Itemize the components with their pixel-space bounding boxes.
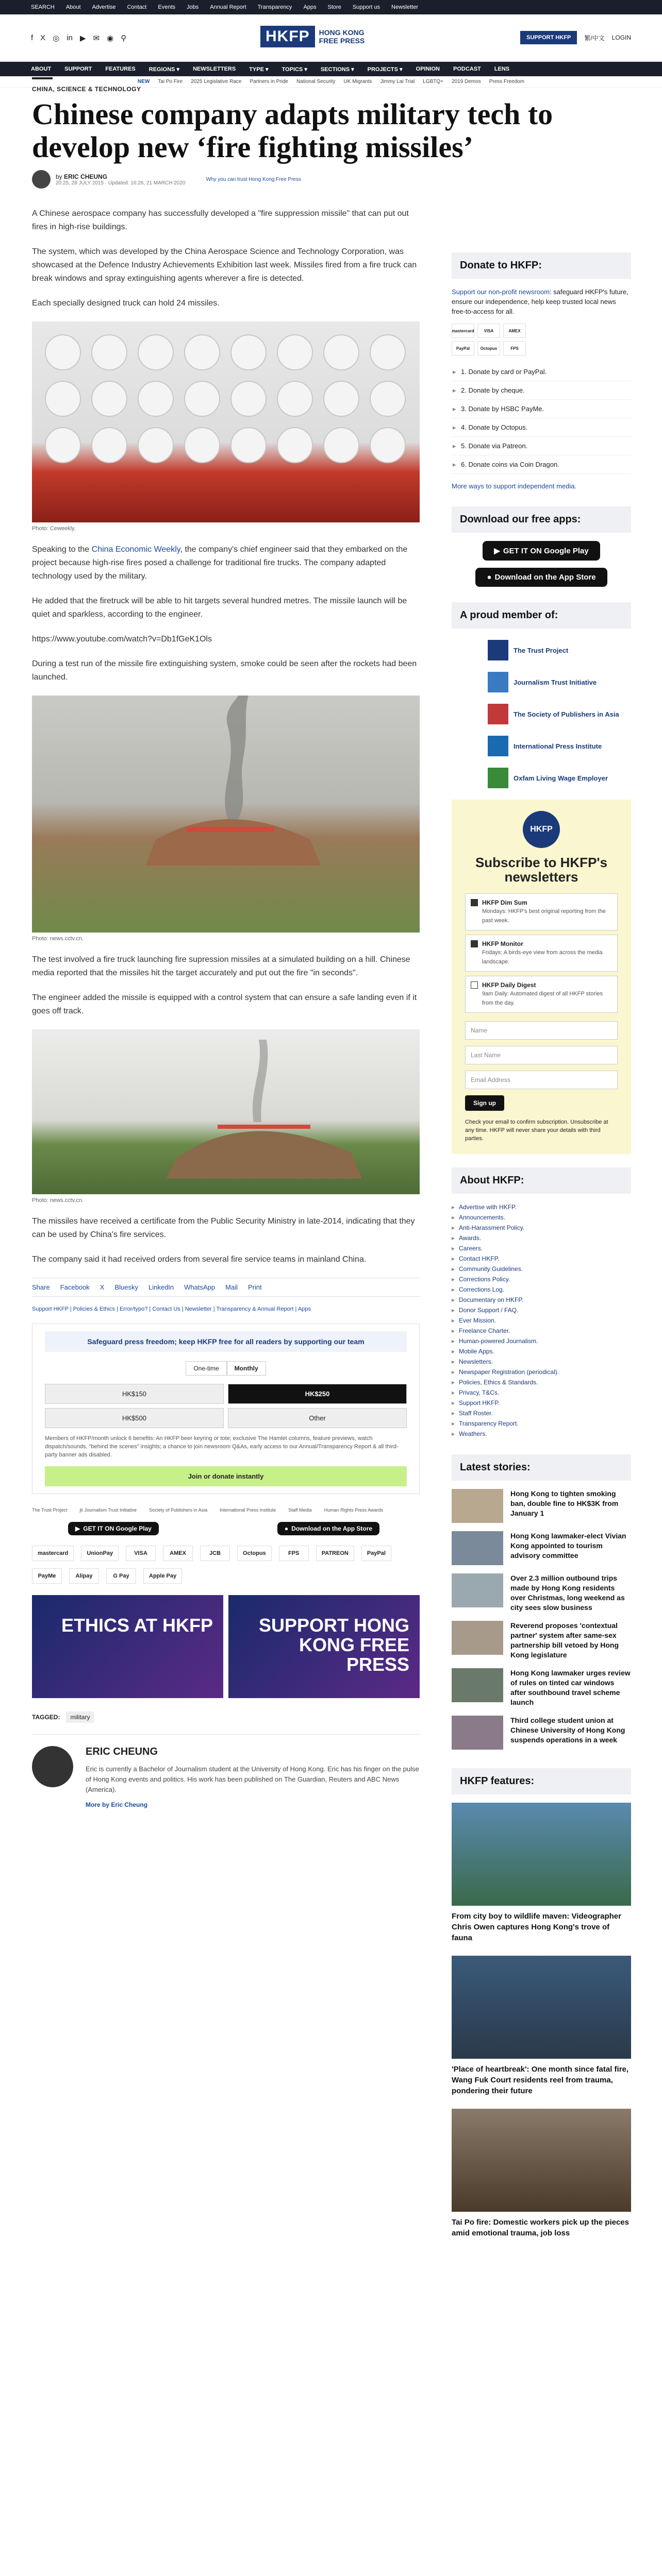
- policy-links[interactable]: Support HKFP | Policies & Ethics | Error/typo? | Contact Us | Newsletter | Transparency & Annual Report | Apps: [32, 1306, 311, 1312]
- newsletter-desc: Fridays: A birds-eye view from across the media landscape.: [482, 950, 603, 965]
- card-logo: PayPal: [452, 341, 474, 355]
- latest-story[interactable]: [452, 1489, 631, 1523]
- donation-widget: [32, 1324, 420, 1494]
- about-link[interactable]: ▸ Corrections Log.: [452, 1284, 631, 1295]
- member-logo-name: The Trust Project: [514, 646, 569, 654]
- payment-logo: AMEX: [163, 1546, 193, 1561]
- search-icon[interactable]: ⚲: [121, 33, 127, 43]
- top-about-link[interactable]: About: [65, 4, 81, 10]
- nav-lens[interactable]: LENS: [494, 66, 510, 72]
- share-print[interactable]: Print: [247, 1283, 262, 1291]
- partner-logo[interactable]: Society of Publishers in Asia: [149, 1507, 208, 1513]
- first-name-field[interactable]: Name: [465, 1021, 618, 1040]
- story-thumbnail[interactable]: [452, 1621, 503, 1655]
- test-site-illustration: [32, 696, 420, 933]
- payment-logo: UnionPay: [81, 1546, 119, 1561]
- partner-logos: [32, 1507, 420, 1513]
- about-link[interactable]: ▸ Weathers.: [452, 1429, 631, 1439]
- trending-item[interactable]: 2025 Legislative Race: [191, 79, 242, 84]
- card-logos: [452, 324, 631, 355]
- byline-author: [56, 173, 185, 180]
- tags: [32, 1714, 420, 1721]
- app-store-label: Download on the App Store: [291, 1525, 373, 1532]
- paragraph: During a test run of the missile fire extinguishing system, smoke could be seen after the rockets had been launched.: [32, 659, 417, 682]
- share-whatsapp[interactable]: WhatsApp: [184, 1283, 216, 1291]
- feature-image[interactable]: [452, 1956, 631, 2059]
- paragraph: A Chinese aerospace company has successfully developed a "fire suppression missile" that can put out fires in high-rise buildings.: [32, 209, 409, 231]
- app-badges: [68, 1522, 420, 1535]
- latest-story[interactable]: [452, 1573, 631, 1613]
- paragraph: [32, 543, 420, 583]
- about-link[interactable]: ▸ Careers.: [452, 1243, 631, 1253]
- donate-intro: [452, 287, 631, 316]
- newsletter-desc: Mondays: HKFP's best original reporting from the past week.: [482, 908, 606, 924]
- newsletter-name: HKFP Daily Digest: [482, 981, 536, 989]
- trending-item[interactable]: Press Freedom: [489, 79, 525, 84]
- app-store-label: Download on the App Store: [494, 573, 596, 582]
- about-link[interactable]: ▸ Announcements.: [452, 1212, 631, 1223]
- story-thumbnail[interactable]: [452, 1531, 503, 1565]
- tab-monthly[interactable]: Monthly: [227, 1361, 266, 1376]
- about-link[interactable]: ▸ Transparency Report.: [452, 1418, 631, 1429]
- latest-story[interactable]: [452, 1716, 631, 1750]
- trending-item[interactable]: Jimmy Lai Trial: [380, 79, 415, 84]
- article-header: [32, 77, 630, 175]
- instagram-icon[interactable]: ◎: [53, 33, 60, 43]
- donate-intro-link[interactable]: Support our non-profit newsroom: [452, 288, 550, 296]
- byline: [32, 170, 420, 189]
- play-icon: ▶: [494, 547, 500, 555]
- card-logo: AMEX: [503, 324, 526, 338]
- byline-author-name[interactable]: ERIC CHEUNG: [64, 173, 108, 180]
- newsletter-option-daily-digest[interactable]: [465, 976, 618, 1013]
- paragraph: The missiles have received a certificate from the Public Security Ministry in late-2014, indicating that they can be used by China's fire services.: [32, 1217, 415, 1239]
- frequency-tabs: [45, 1361, 407, 1376]
- donation-option[interactable]: ▸ 2. Donate by cheque.: [452, 381, 631, 400]
- top-events-link[interactable]: Events: [158, 4, 176, 10]
- feature-story[interactable]: [452, 1803, 631, 1943]
- donation-options: [452, 363, 631, 474]
- share-facebook[interactable]: Facebook: [60, 1283, 90, 1291]
- logo-line-1: HONG KONG: [319, 28, 365, 37]
- share-label: Share: [32, 1283, 50, 1291]
- payment-logo: JCB: [200, 1546, 230, 1561]
- facebook-icon[interactable]: f: [31, 33, 34, 42]
- about-link[interactable]: ▸ Documentary on HKFP.: [452, 1295, 631, 1305]
- author-avatar[interactable]: [32, 170, 51, 189]
- partner-logo[interactable]: International Press Institute: [220, 1507, 276, 1513]
- card-logo: Octopus: [477, 341, 500, 355]
- donation-option[interactable]: ▸ 6. Donate coins via Coin Dragon.: [452, 455, 631, 474]
- apple-icon: ●: [487, 573, 492, 582]
- about-link[interactable]: ▸ Ever Mission.: [452, 1315, 631, 1326]
- story-title[interactable]: Reverend proposes 'contextual partner' system after same-sex partnership bill vetoed by Hong Kong legislature: [510, 1621, 619, 1659]
- payment-logo: PayPal: [361, 1546, 391, 1561]
- nav-type[interactable]: TYPE ▾: [249, 66, 269, 73]
- story-thumbnail[interactable]: [452, 1573, 503, 1607]
- payment-logo: G Pay: [106, 1568, 136, 1584]
- top-advertise-link[interactable]: Advertise: [92, 4, 116, 10]
- site-logo[interactable]: [260, 26, 365, 47]
- payment-logo: mastercard: [32, 1546, 74, 1561]
- nav-support[interactable]: SUPPORT: [64, 66, 92, 72]
- top-bar: [0, 0, 662, 14]
- missile-test-photo: [32, 696, 420, 933]
- about-link[interactable]: ▸ Corrections Policy.: [452, 1274, 631, 1284]
- trending-item[interactable]: Partners in Pride: [250, 79, 288, 84]
- story-thumbnail[interactable]: [452, 1489, 503, 1523]
- about-link[interactable]: ▸ Community Guidelines.: [452, 1264, 631, 1274]
- hill-building-illustration: [32, 1029, 420, 1194]
- about-link[interactable]: ▸ Policies, Ethics & Standards.: [452, 1377, 631, 1387]
- google-play-badge[interactable]: [68, 1522, 159, 1535]
- top-jobs-link[interactable]: Jobs: [187, 4, 199, 10]
- newsletter-signup: [452, 800, 631, 1154]
- share-x[interactable]: X: [100, 1283, 105, 1291]
- support-banner[interactable]: SUPPORT HONG KONG FREE PRESS: [228, 1595, 420, 1698]
- donation-option[interactable]: ▸ 4. Donate by Octopus.: [452, 418, 631, 437]
- top-support-link[interactable]: Support us: [352, 4, 380, 10]
- missile-launcher-illustration: [32, 321, 420, 522]
- nav-podcast[interactable]: PODCAST: [453, 66, 481, 72]
- header-rule: [32, 77, 53, 79]
- sidebar: [452, 252, 631, 2251]
- newsletter-title: Subscribe to HKFP's newsletters: [475, 855, 608, 885]
- fire-truck-missile-photo: [32, 321, 420, 522]
- about-link[interactable]: ▸ Awards.: [452, 1233, 631, 1243]
- paragraph-text: , the company's chief engineer said that they embarked on the project because high-rise fires posed a challenge for traditional fire trucks. The company adapted technology used by the military.: [32, 545, 408, 581]
- payment-logo: FPS: [279, 1546, 309, 1561]
- trending-item[interactable]: UK Migrants: [343, 79, 372, 84]
- member-logo-name: Journalism Trust Initiative: [514, 678, 597, 686]
- share-bluesky[interactable]: Bluesky: [114, 1283, 138, 1291]
- nav-opinion[interactable]: OPINION: [416, 66, 440, 72]
- member-mark: [488, 640, 508, 660]
- top-transparency-link[interactable]: Transparency: [257, 4, 292, 10]
- top-annual-report-link[interactable]: Annual Report: [210, 4, 246, 10]
- member-logo[interactable]: [488, 640, 631, 660]
- member-logo[interactable]: [488, 736, 631, 756]
- paragraph: The test involved a fire truck launching fire supression missiles at a simulated building on a hill. Chinese media reported that the missiles hit the target accurately and put out the fire "in seconds".: [32, 955, 410, 977]
- play-icon: ▶: [75, 1525, 80, 1532]
- nav-newsletters[interactable]: NEWSLETTERS: [193, 66, 236, 72]
- member-mark: [488, 704, 508, 724]
- logo-mark: HKFP: [260, 26, 315, 47]
- donation-heading[interactable]: Safeguard press freedom; keep HKFP free for all readers by supporting our team: [45, 1331, 407, 1352]
- about-links: [452, 1202, 631, 1439]
- china-economic-weekly-link[interactable]: China Economic Weekly: [91, 545, 180, 554]
- threads-icon[interactable]: ◉: [107, 33, 114, 43]
- payment-logo: VISA: [126, 1546, 156, 1561]
- nav-features[interactable]: FEATURES: [105, 66, 136, 72]
- story-thumbnail[interactable]: [452, 1716, 503, 1750]
- story-title[interactable]: Hong Kong lawmaker-elect Vivian Kong appointed to tourism advisory committee: [510, 1532, 626, 1560]
- story-thumbnail[interactable]: [452, 1668, 503, 1702]
- member-mark: [488, 736, 508, 756]
- story-title[interactable]: Third college student union at Chinese University of Hong Kong suspends operations in a week: [510, 1716, 625, 1744]
- why-trust-link[interactable]: Why you can trust Hong Kong Free Press: [206, 176, 301, 182]
- about-link[interactable]: ▸ Human-powered Journalism.: [452, 1336, 631, 1346]
- app-store-badge[interactable]: [277, 1522, 379, 1535]
- top-store-link[interactable]: Store: [327, 4, 341, 10]
- amount-options: [45, 1384, 407, 1428]
- about-link[interactable]: ▸ Newspaper Registration (periodical).: [452, 1367, 631, 1377]
- paragraph: The system, which was developed by the China Aerospace Science and Technology Corporation, was showcased at the Defence Industry Achievements Exhibition last week. Missiles fired from a fire truck can break windows and spray extinguishing agents wherever a fire is detected.: [32, 247, 417, 283]
- payment-logo: Octopus: [237, 1546, 272, 1561]
- youtube-icon[interactable]: ▶: [79, 33, 86, 43]
- nav-projects[interactable]: PROJECTS ▾: [367, 66, 403, 73]
- nav-sections[interactable]: SECTIONS ▾: [320, 66, 354, 73]
- latest-story[interactable]: [452, 1531, 631, 1565]
- trending-item[interactable]: 2019 Demos: [452, 79, 481, 84]
- ethics-banner[interactable]: ETHICS AT HKFP: [32, 1595, 223, 1698]
- author-name[interactable]: ERIC CHEUNG: [86, 1746, 158, 1757]
- sidebar-app-badges: [452, 541, 631, 587]
- partner-logo[interactable]: Staff Media: [288, 1507, 312, 1513]
- feature-title[interactable]: Tai Po fire: Domestic workers pick up the pieces amid emotional trauma, job loss: [452, 2218, 629, 2238]
- tag-military[interactable]: military: [66, 1711, 94, 1723]
- payment-logo: PATREON: [316, 1546, 354, 1561]
- newsletter-option-dim-sum[interactable]: [465, 893, 618, 930]
- top-search-link[interactable]: SEARCH: [31, 4, 55, 10]
- tab-one-time[interactable]: One-time: [186, 1361, 226, 1376]
- card-logo: mastercard: [452, 324, 474, 338]
- apple-icon: ●: [284, 1525, 289, 1532]
- author-box: [32, 1734, 420, 1809]
- mail-icon[interactable]: ✉: [93, 33, 100, 43]
- payment-methods: [32, 1546, 420, 1584]
- byline-date: 20:25, 28 JULY 2015 · Updated: 16:26, 21 MARCH 2020: [56, 180, 186, 186]
- feature-image[interactable]: [452, 1803, 631, 1906]
- card-logo: VISA: [477, 324, 500, 338]
- x-icon[interactable]: X: [40, 33, 46, 42]
- photo-credit[interactable]: Photo: news.cctv.cn.: [32, 936, 84, 942]
- google-play-badge[interactable]: [483, 541, 600, 561]
- top-newsletter-link[interactable]: Newsletter: [391, 4, 418, 10]
- member-logo-name: The Society of Publishers in Asia: [514, 710, 619, 718]
- paragraph: The engineer added the missile is equipped with a control system that can ensure a safe landing even if it goes off track.: [32, 993, 417, 1015]
- youtube-url[interactable]: https://www.youtube.com/watch?v=Db1fGeK1Ols: [32, 635, 212, 643]
- article-title: Chinese company adapts military tech to develop new ‘fire fighting missiles’: [32, 97, 553, 164]
- latest-story[interactable]: [452, 1668, 631, 1707]
- donate-intro-text: : safeguard HKFP's future, ensure our independence, help keep trusted local news free-to-access for all.: [452, 288, 628, 315]
- photo-credit[interactable]: Photo: news.cctv.cn.: [32, 1197, 84, 1204]
- byline-prefix: by: [56, 173, 62, 180]
- paragraph: He added that the firetruck will be able to hit targets several hundred metres. The missile launch will be quiet and sparkless, according to the engineer.: [32, 597, 407, 619]
- feature-title[interactable]: From city boy to wildlife maven: Videographer Chris Owen captures Hong Kong's trove of fauna: [452, 1912, 621, 1942]
- feature-story[interactable]: [452, 1956, 631, 2096]
- about-link[interactable]: ▸ Donor Support / FAQ.: [452, 1305, 631, 1315]
- article-body: [32, 170, 420, 1809]
- author-bio: Eric is currently a Bachelor of Journalism student at the University of Hong Kong. Eric has his finger on the pulse of Hong Kong events and politics. His work has been published on The Guardian, Reuters and ABC News (America).: [86, 1765, 419, 1793]
- about-link[interactable]: ▸ Advertise with HKFP.: [452, 1202, 631, 1212]
- donation-option[interactable]: ▸ 1. Donate by card or PayPal.: [452, 363, 631, 381]
- nav-about[interactable]: ABOUT: [31, 66, 52, 72]
- about-link[interactable]: ▸ Contact HKFP.: [452, 1253, 631, 1264]
- amount-option[interactable]: HK$500: [45, 1408, 224, 1428]
- paragraph-text: Speaking to the: [32, 545, 92, 554]
- newsletter-name: HKFP Dim Sum: [482, 899, 527, 906]
- feature-image[interactable]: [452, 2109, 631, 2212]
- member-mark: [488, 672, 508, 692]
- partner-logo[interactable]: Human Rights Press Awards: [324, 1507, 383, 1513]
- trending-new-label: NEW: [137, 79, 150, 84]
- member-logo[interactable]: [488, 768, 631, 788]
- latest-story[interactable]: [452, 1621, 631, 1660]
- apps-widget-title: Download our free apps:: [452, 506, 631, 533]
- join-donate-button[interactable]: Join or donate instantly: [45, 1466, 407, 1486]
- checkbox-checked[interactable]: [471, 940, 478, 947]
- donation-option[interactable]: ▸ 3. Donate by HSBC PayMe.: [452, 400, 631, 418]
- tagged-label: TAGGED:: [32, 1714, 60, 1721]
- member-widget-title: A proud member of:: [452, 602, 631, 629]
- story-title[interactable]: Hong Kong to tighten smoking ban, double fine to HK$3K from January 1: [510, 1489, 619, 1517]
- trending-item[interactable]: LGBTQ+: [423, 79, 443, 84]
- linkedin-icon[interactable]: in: [67, 33, 73, 42]
- member-logo-name: International Press Institute: [514, 742, 602, 750]
- donate-widget-title: Donate to HKFP:: [452, 252, 631, 279]
- newsletter-note: Check your email to confirm subscription. Unsubscribe at any time. HKFP will never share your details with third parties.: [465, 1119, 608, 1142]
- about-widget-title: About HKFP:: [452, 1167, 631, 1194]
- nav-regions[interactable]: REGIONS ▾: [148, 66, 180, 73]
- member-mark: [488, 768, 508, 788]
- simulated-building-photo: [32, 1029, 420, 1194]
- newsletter-desc: 9am Daily: Automated digest of all HKFP stories from the day.: [482, 991, 603, 1006]
- card-logo: FPS: [503, 341, 526, 355]
- nav-topics[interactable]: TOPICS ▾: [282, 66, 307, 73]
- top-apps-link[interactable]: Apps: [303, 4, 317, 10]
- logo-line-2: FREE PRESS: [319, 37, 365, 45]
- social-icons: [31, 33, 126, 43]
- main-nav: [0, 62, 662, 76]
- feature-title[interactable]: 'Place of heartbreak': One month since fatal fire, Wang Fuk Court residents reel from trauma, pondering their future: [452, 2065, 629, 2095]
- share-mail[interactable]: Mail: [225, 1283, 238, 1291]
- partner-logo[interactable]: jti Journalism Trust Initiative: [79, 1507, 137, 1513]
- partner-logo[interactable]: The Trust Project: [32, 1507, 68, 1513]
- google-play-label: GET IT ON Google Play: [83, 1525, 152, 1532]
- member-logo[interactable]: [488, 704, 631, 724]
- about-link[interactable]: ▸ Newsletters.: [452, 1357, 631, 1367]
- masthead-actions: [520, 31, 631, 44]
- latest-widget-title: Latest stories:: [452, 1454, 631, 1481]
- member-logo[interactable]: [488, 672, 631, 692]
- share-bar: [32, 1278, 420, 1297]
- donation-option[interactable]: ▸ 5. Donate via Patreon.: [452, 437, 631, 455]
- photo-credit[interactable]: Photo: Ceweekly.: [32, 526, 76, 532]
- about-link[interactable]: ▸ Privacy, T&Cs.: [452, 1387, 631, 1398]
- support-hkfp-button[interactable]: SUPPORT HKFP: [520, 31, 577, 44]
- top-contact-link[interactable]: Contact: [127, 4, 147, 10]
- email-field[interactable]: Email Address: [465, 1071, 618, 1089]
- payment-logo: PayMe: [32, 1568, 62, 1584]
- amount-option-selected[interactable]: HK$250: [228, 1384, 407, 1404]
- logo-wordmark: [319, 28, 365, 45]
- newsletter-name: HKFP Monitor: [482, 940, 523, 947]
- app-store-badge[interactable]: [475, 568, 607, 587]
- checkbox-checked[interactable]: [471, 899, 478, 906]
- member-logo-name: Oxfam Living Wage Employer: [514, 774, 608, 782]
- promo-banners: [32, 1595, 420, 1698]
- amount-option[interactable]: HK$150: [45, 1384, 224, 1404]
- checkbox[interactable]: [471, 981, 478, 989]
- about-link[interactable]: ▸ Mobile Apps.: [452, 1346, 631, 1357]
- newsletter-option-monitor[interactable]: [465, 935, 618, 972]
- more-ways-link[interactable]: More ways to support independent media.: [452, 482, 577, 490]
- payment-logo: Apple Pay: [143, 1568, 182, 1584]
- author-photo[interactable]: [32, 1746, 73, 1787]
- about-link[interactable]: ▸ Staff Roster.: [452, 1408, 631, 1418]
- story-title[interactable]: Over 2.3 million outbound trips made by Hong Kong residents over Christmas, long weekend as city sees slow business: [510, 1574, 625, 1612]
- features-widget-title: HKFP features:: [452, 1768, 631, 1794]
- google-play-label: GET IT ON Google Play: [503, 546, 589, 555]
- newsletter-logo: HKFP: [523, 811, 560, 848]
- trending-item[interactable]: National Security: [296, 79, 336, 84]
- about-link[interactable]: ▸ Freelance Charter.: [452, 1326, 631, 1336]
- feature-story[interactable]: [452, 2109, 631, 2239]
- amount-option-other[interactable]: Other: [228, 1408, 407, 1428]
- payment-logo: Alipay: [69, 1568, 99, 1584]
- about-link[interactable]: ▸ Support HKFP.: [452, 1398, 631, 1408]
- story-title[interactable]: Hong Kong lawmaker urges review of rules on tinted car windows after southbound travel scheme launch: [510, 1669, 631, 1706]
- masthead: [0, 14, 662, 62]
- paragraph: Each specially designed truck can hold 24 missiles.: [32, 299, 220, 308]
- last-name-field[interactable]: Last Name: [465, 1046, 618, 1064]
- membership-benefits: Members of HKFP/month unlock 6 benefits: An HKFP beer keyring or tote; exclusive The Hamlet columns, feature previews, watch dispatch/sounds, "behind the scenes" insights; a chance to join newsroom Q&As, early access to our Annual/Transparency Report & all third-party banner ads disabled.: [45, 1435, 399, 1458]
- login-link[interactable]: LOGIN: [611, 34, 631, 41]
- trending-item[interactable]: Tai Po Fire: [158, 79, 183, 84]
- share-linkedin[interactable]: LinkedIn: [148, 1283, 174, 1291]
- more-by-author-link[interactable]: More by Eric Cheung: [86, 1801, 148, 1808]
- article-category[interactable]: CHINA, SCIENCE & TECHNOLOGY: [32, 86, 141, 93]
- paragraph: The company said it had received orders from several fire service teams in mainland China.: [32, 1255, 367, 1264]
- language-switch[interactable]: 繁/中文: [584, 34, 605, 42]
- sign-up-button[interactable]: Sign up: [465, 1095, 504, 1111]
- about-link[interactable]: ▸ Anti-Harassment Policy.: [452, 1223, 631, 1233]
